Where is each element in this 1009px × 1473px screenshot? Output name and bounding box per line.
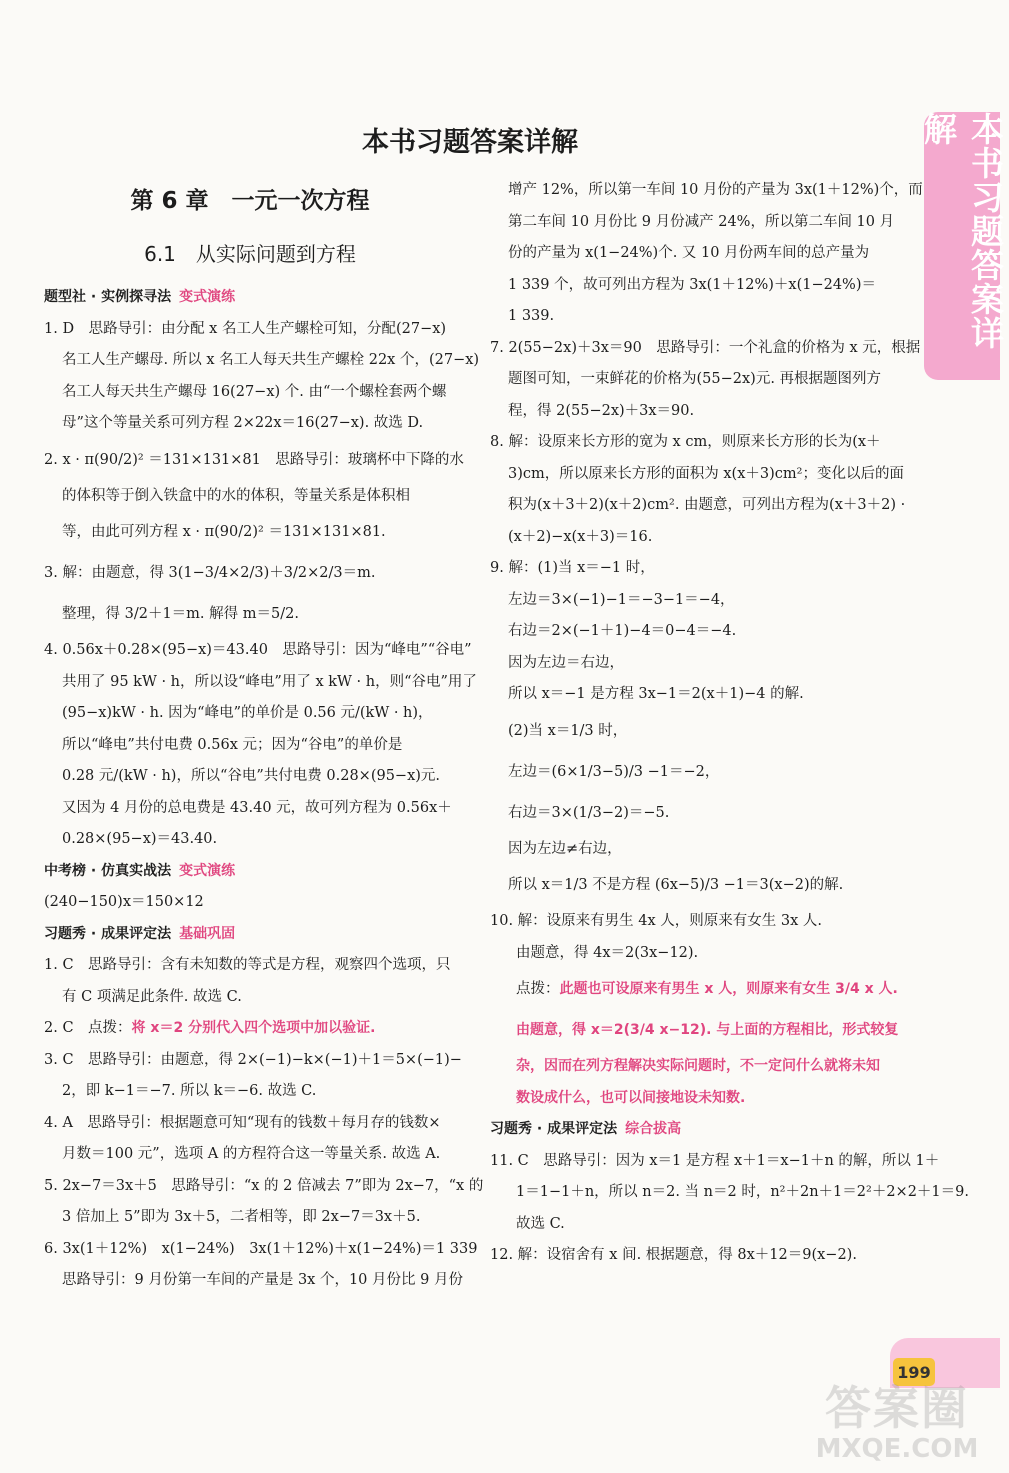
line-text: 6. 3x(1＋12%) x(1−24%) 3x(1＋12%)＋x(1−24%)＝1 339: [44, 1240, 478, 1257]
text-line: [490, 865, 920, 906]
line-text: 3. C 思路导引：由题意，得 2×(−1)−k×(−1)＋1＝5×(−1)−: [44, 1051, 462, 1068]
text-line: [490, 834, 920, 866]
hint-text: 由题意，得 x＝2(3/4 x−12). 与上面的方程相比，形式较复: [516, 1022, 899, 1038]
line-text: 所以 x＝1/3 不是方程 (6x−5)/3 −1＝3(x−2)的解.: [508, 877, 844, 893]
text-line: [490, 1010, 920, 1051]
line-text: 12. 解：设宿舍有 x 间. 根据题意，得 8x＋12＝9(x−2).: [490, 1247, 857, 1263]
section-title: 6.1 从实际问题到方程: [144, 242, 356, 266]
text-line: [490, 969, 920, 1010]
heading-tag: 基础巩固: [179, 925, 236, 942]
line-text: 母”这个等量关系可列方程 2×22x＝16(27−x). 故选 D.: [62, 415, 424, 431]
line-text: 0.28×(95−x)＝43.40.: [62, 831, 218, 847]
line-text: 整理，得 3/2＋1＝m. 解得 m＝5/2.: [62, 606, 299, 622]
text-line: [490, 207, 920, 239]
text-line: [44, 1139, 469, 1171]
side-tab-label: 本书习题答案详解: [919, 112, 1005, 350]
text-line: [44, 1171, 484, 1203]
text-line: [44, 635, 472, 667]
hint-text: 将 x＝2 分别代入四个选项中加以验证.: [131, 1020, 376, 1036]
text-line: [44, 667, 477, 699]
watermark-logo: 答案圈: [825, 1381, 969, 1435]
line-text: 增产 12%，所以第一车间 10 月份的产量为 3x(1＋12%)个，而: [508, 182, 923, 198]
line-text: 3. 解：由题意，得 3(1−3/4×2/3)＋3/2×2/3＝m.: [44, 565, 376, 581]
text-line: [44, 1045, 469, 1077]
watermark-url: MXQE.COM: [815, 1434, 979, 1464]
line-text: 1. D 思路导引：由分配 x 名工人生产螺栓可知，分配(27−x): [44, 320, 447, 337]
section-heading: [490, 1114, 920, 1146]
text-line: [490, 270, 920, 302]
right-column: [490, 175, 969, 1272]
line-text: 又因为 4 月份的总电费是 43.40 元，故可列方程为 0.56x＋: [62, 799, 452, 816]
line-text: 程，得 2(55−2x)＋3x＝90.: [508, 402, 695, 419]
line-text: 的体积等于倒入铁盒中的水的体积，等量关系是体积相: [62, 487, 410, 504]
text-line: [490, 175, 923, 207]
text-line: [44, 793, 469, 825]
line-text: 题图可知，一束鲜花的价格为(55−2x)元. 再根据题图列方: [508, 371, 882, 387]
text-line: [490, 752, 920, 793]
line-text: 习题秀 · 成果评定法: [490, 1121, 618, 1137]
line-text: (2)当 x＝1/3 时，: [508, 722, 628, 739]
line-text: 名工人每天共生产螺母 16(27−x) 个. 由“一个螺栓套两个螺: [62, 383, 447, 400]
text-line: [44, 594, 469, 635]
text-line: [44, 1013, 469, 1045]
line-text: 所以“峰电”共付电费 0.56x 元；因为“谷电”的单价是: [62, 736, 403, 753]
line-text: 积为(x＋3＋2)(x＋2)cm². 由题意，可列出方程为(x＋3＋2) ·: [508, 497, 906, 513]
line-text: 中考榜 · 仿真实战法: [44, 862, 172, 879]
text-line: [44, 824, 469, 856]
text-line: [44, 1108, 469, 1140]
left-column: [44, 282, 484, 1297]
text-line: [490, 459, 920, 491]
line-text: 题型社 · 实例探寻法: [44, 289, 172, 305]
page-number: 199: [893, 1358, 935, 1386]
text-line: [44, 761, 469, 793]
line-text: 5. 2x−7＝3x＋5 思路导引：“x 的 2 倍减去 7”即为 2x−7，“x 的: [44, 1177, 484, 1194]
line-text: 2，即 k−1＝−7. 所以 k＝−6. 故选 C.: [62, 1083, 317, 1099]
text-line: [490, 364, 920, 396]
line-text: 共用了 95 kW · h，所以设“峰电”用了 x kW · h，则“谷电”用了: [62, 673, 477, 690]
heading-tag: 变式演练: [179, 862, 236, 879]
line-text: 由题意，得 4x＝2(3x−12).: [516, 944, 699, 961]
text-line: [44, 1234, 478, 1266]
text-line: [44, 1076, 469, 1108]
text-line: [490, 490, 920, 522]
text-line: [490, 906, 920, 938]
line-text: 0.28 元/(kW · h)，所以“谷电”共付电费 0.28×(95−x)元.: [62, 768, 441, 784]
text-line: [490, 522, 920, 554]
text-line: [490, 333, 920, 365]
text-line: [490, 616, 920, 648]
line-text: 份的产量为 x(1−24%)个. 又 10 月份两车间的总产量为: [508, 245, 870, 261]
text-line: [490, 1083, 920, 1115]
line-text: 10. 解：设原来有男生 4x 人，则原来有女生 3x 人.: [490, 913, 823, 929]
line-text: (95−x)kW · h. 因为“峰电”的单价是 0.56 元/(kW · h)，: [62, 705, 433, 721]
text-line: [44, 950, 469, 982]
text-line: [44, 314, 469, 346]
line-text: 右边＝2×(−1＋1)−4＝0−4＝−4.: [508, 623, 737, 639]
watermark: [802, 1382, 992, 1472]
section-heading: [44, 919, 469, 951]
line-text: 3 倍加上 5”即为 3x＋5，二者相等，即 2x−7＝3x＋5.: [62, 1209, 421, 1225]
text-line: [490, 396, 920, 428]
line-text: 1 339 个，故可列出方程为 3x(1＋12%)＋x(1−24%)＝: [508, 276, 876, 293]
line-text: 所以 x＝−1 是方程 3x−1＝2(x＋1)−4 的解.: [508, 686, 804, 702]
line-text: 点拨：: [516, 981, 560, 997]
text-line: [490, 793, 920, 834]
text-line: [44, 408, 469, 440]
text-line: [490, 938, 920, 970]
text-line: [490, 711, 920, 752]
section-heading: [44, 856, 469, 888]
text-line: [490, 585, 920, 617]
line-text: 7. 2(55−2x)＋3x＝90 思路导引：一个礼盒的价格为 x 元，根据: [490, 339, 921, 356]
section-heading: [44, 282, 469, 314]
text-line: [490, 238, 920, 270]
text-line: [44, 982, 469, 1014]
line-text: 11. C 思路导引：因为 x＝1 是方程 x＋1＝x−1＋n 的解，所以 1＋: [490, 1152, 940, 1169]
line-text: 8. 解：设原来长方形的宽为 x cm，则原来长方形的长为(x＋: [490, 434, 881, 450]
line-text: 9. 解：(1)当 x＝−1 时，: [490, 560, 655, 576]
line-text: 1＝1−1＋n，所以 n＝2. 当 n＝2 时，n²＋2n＋1＝2²＋2×2＋1＝9.: [516, 1184, 969, 1200]
text-line: [490, 648, 920, 680]
line-text: 1 339.: [508, 308, 555, 324]
text-line: [44, 553, 469, 594]
text-line: [44, 887, 469, 919]
text-line: [44, 377, 469, 409]
line-text: 有 C 项满足此条件. 故选 C.: [62, 988, 242, 1005]
line-text: 右边＝3×(1/3−2)＝−5.: [508, 804, 670, 821]
text-line: [44, 481, 469, 513]
text-line: [44, 730, 469, 762]
text-line: [490, 553, 920, 585]
text-line: [490, 301, 920, 333]
text-line: [490, 427, 920, 459]
line-text: 2. C 点拨：: [44, 1020, 132, 1036]
line-text: 第二车间 10 月份比 9 月份减产 24%，所以第二车间 10 月: [508, 213, 895, 230]
text-line: [490, 1240, 920, 1272]
text-line: [490, 1146, 940, 1178]
text-line: [44, 345, 480, 377]
chapter-title: 第 6 章 一元一次方程: [130, 188, 370, 214]
text-line: [490, 1177, 969, 1209]
line-text: 左边＝3×(−1)−1＝−3−1＝−4，: [508, 591, 735, 608]
text-line: [490, 1209, 920, 1241]
line-text: 习题秀 · 成果评定法: [44, 925, 172, 942]
line-text: 3)cm，所以原来长方形的面积为 x(x＋3)cm²；变化以后的面: [508, 465, 904, 482]
line-text: 1. C 思路导引：含有未知数的等式是方程，观察四个选项，只: [44, 957, 451, 973]
line-text: 名工人生产螺母. 所以 x 名工人每天共生产螺栓 22x 个，(27−x): [62, 352, 480, 368]
line-text: 因为左边＝右边，: [508, 654, 624, 671]
line-text: 4. 0.56x＋0.28×(95−x)＝43.40 思路导引：因为“峰电”“谷电”: [44, 642, 472, 658]
line-text: 思路导引：9 月份第一车间的产量是 3x 个，10 月份比 9 月份: [62, 1272, 463, 1288]
text-line: [44, 440, 469, 481]
hint-text: 此题也可设原来有男生 x 人，则原来有女生 3/4 x 人.: [559, 981, 898, 997]
heading-tag: 综合拔高: [625, 1121, 682, 1137]
line-text: 左边＝(6×1/3−5)/3 −1＝−2，: [508, 763, 720, 780]
text-line: [44, 1202, 469, 1234]
text-line: [490, 1051, 920, 1083]
line-text: 因为左边≠右边，: [508, 840, 622, 857]
hint-text: 数设成什么，也可以间接地设未知数.: [516, 1089, 746, 1106]
heading-tag: 变式演练: [179, 289, 236, 305]
line-text: 2. x · π(90/2)² ＝131×131×81 思路导引：玻璃杯中下降的水: [44, 451, 464, 468]
text-line: [490, 679, 920, 711]
line-text: 等，由此可列方程 x · π(90/2)² ＝131×131×81.: [62, 524, 386, 540]
line-text: (240−150)x＝150×12: [44, 894, 204, 910]
page-title: 本书习题答案详解: [362, 127, 578, 158]
line-text: (x＋2)−x(x＋3)＝16.: [508, 528, 653, 545]
line-text: 月数＝100 元”，选项 A 的方程符合这一等量关系. 故选 A.: [62, 1146, 441, 1162]
text-line: [44, 698, 469, 730]
text-line: [44, 512, 469, 553]
line-text: 故选 C.: [516, 1215, 565, 1232]
line-text: 4. A 思路导引：根据题意可知“现有的钱数＋每月存的钱数×: [44, 1114, 441, 1131]
text-line: [44, 1265, 469, 1297]
hint-text: 杂，因而在列方程解决实际问题时，不一定问什么就将未知: [516, 1058, 880, 1074]
